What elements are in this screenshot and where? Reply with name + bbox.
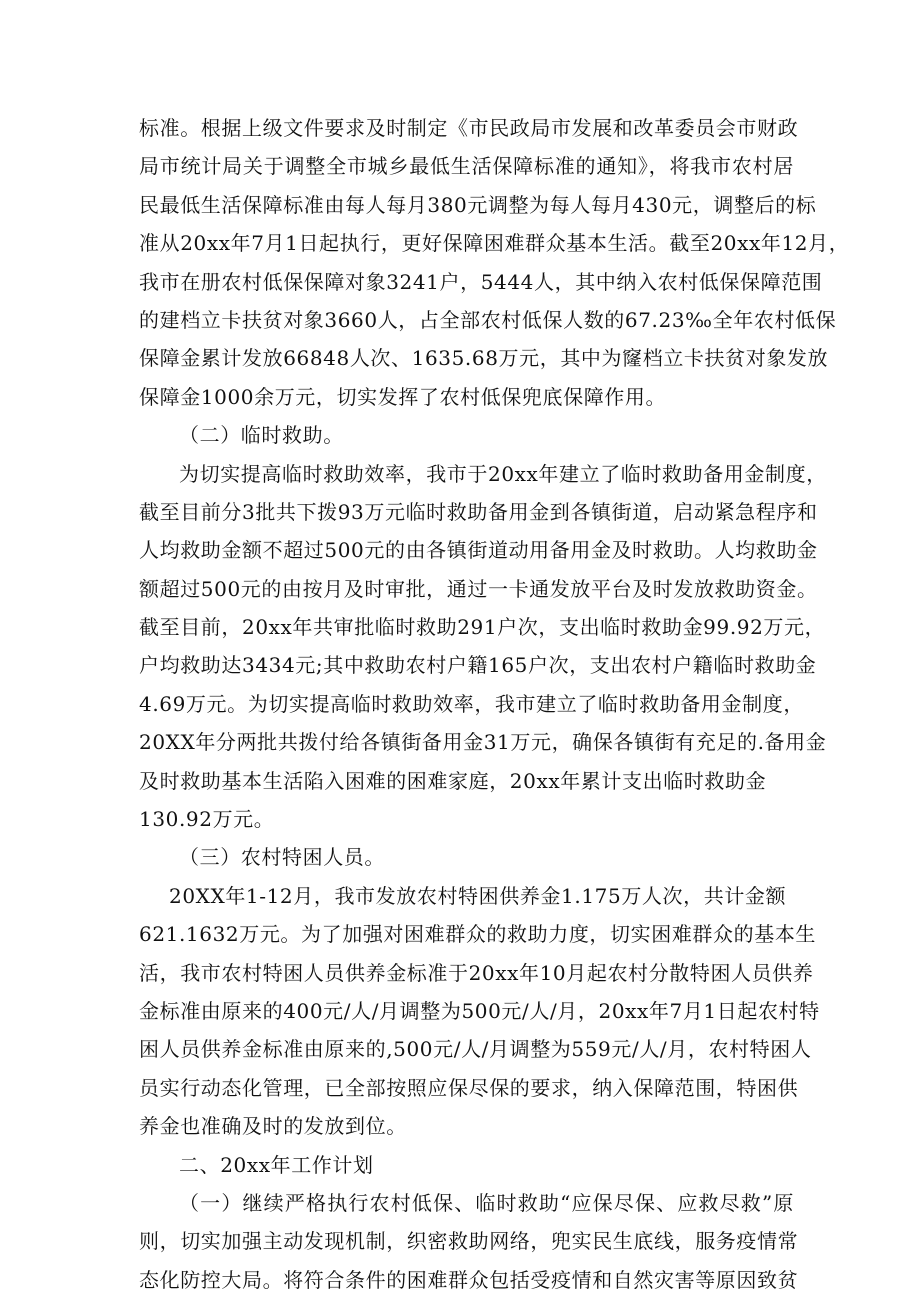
paragraph-line: 员实行动态化管理，已全部按照应保尽保的要求，纳入保障范围，特困供 [139, 1075, 799, 1100]
paragraph-line: 人均救助金额不超过500元的由各镇街道动用备用金及时救助。人均救助金 [139, 538, 818, 563]
paragraph-line: 活，我市农村特困人员供养金标准于20xx年10月起农村分散特困人员供养 [139, 960, 814, 985]
paragraph-line: 困人员供养金标准由原来的,500元/人/月调整为559元/人/月，农村特困人 [139, 1037, 812, 1062]
paragraph-line: 准从20xx年7月1日起执行，更好保障困难群众基本生活。截至20xx年12月， [139, 231, 850, 256]
paragraph-line: 民最低生活保障标准由每人每月380元调整为每人每月430元，调整后的标 [139, 192, 817, 217]
paragraph-line: 则，切实加强主动发现机制，织密救助网络，兜实民生底线，服务疫情常 [139, 1229, 799, 1254]
paragraph-line: 金标准由原来的400元/人/月调整为500元/人/月，20xx年7月1日起农村特 [139, 998, 820, 1023]
paragraph-line: 4.69万元。为切实提高临时救助效率，我市建立了临时救助备用金制度， [139, 691, 804, 716]
paragraph-line: 621.1632万元。为了加强对困难群众的救助力度，切实困难群众的基本生 [139, 922, 817, 947]
paragraph-line: 130.92万元。 [139, 807, 275, 832]
paragraph-line: 20XX年1-12月，我市发放农村特困供养金1.175万人次，共计金额 [169, 883, 787, 908]
paragraph-line: 保障金累计发放66848人次、1635.68万元，其中为窿档立卡扶贫对象发放 [139, 346, 829, 371]
paragraph-line: 养金也准确及时的发放到位。 [139, 1114, 407, 1139]
paragraph-line: （一）继续严格执行农村低保、临时救助“应保尽保、应救尽救”原 [179, 1190, 794, 1215]
paragraph-line: 保障金1000余万元，切实发挥了农村低保兜底保障作用。 [139, 384, 667, 409]
paragraph-line: 截至目前分3批共下拨93万元临时救助备用金到各镇街道，启动紧急程序和 [139, 499, 818, 524]
paragraph-line: 我市在册农村低保保障对象3241户，5444人，其中纳入农村低保保障范围 [139, 269, 823, 294]
section-heading: 二、20xx年工作计划 [179, 1152, 374, 1177]
paragraph-line: 为切实提高临时救助效率，我市于20xx年建立了临时救助备用金制度， [179, 461, 827, 486]
paragraph-line: 及时救助基本生活陷入困难的困难家庭，20xx年累计支出临时救助金 [139, 768, 767, 793]
paragraph-line: 截至目前，20xx年共审批临时救助291户次，支出临时救助金99.92万元， [139, 615, 826, 640]
paragraph-line: 局市统计局关于调整全市城乡最低生活保障标准的通知》，将我市农村居 [139, 154, 794, 179]
paragraph-line: 户均救助达3434元;其中救助农村户籍165户次，支出农村户籍临时救助金 [139, 653, 817, 678]
paragraph-line: 20XX年分两批共拨付给各镇街备用金31万元，确保各镇街有充足的.备用金 [139, 730, 827, 755]
paragraph-line: 态化防控大局。将符合条件的困难群众包括受疫情和自然灾害等原因致贫 [139, 1267, 799, 1292]
document-body [139, 109, 850, 1299]
paragraph-line: 额超过500元的由按月及时审批，通过一卡通发放平台及时发放救助资金。 [139, 576, 818, 601]
section-heading: （二）临时救助。 [179, 423, 344, 448]
paragraph-line: 标准。根据上级文件要求及时制定《市民政局市发展和改革委员会市财政 [139, 116, 799, 140]
section-heading: （三）农村特困人员。 [179, 845, 385, 870]
paragraph-line: 的建档立卡扶贫对象3660人，占全部农村低保人数的67.23‰全年农村低保 [139, 307, 837, 332]
